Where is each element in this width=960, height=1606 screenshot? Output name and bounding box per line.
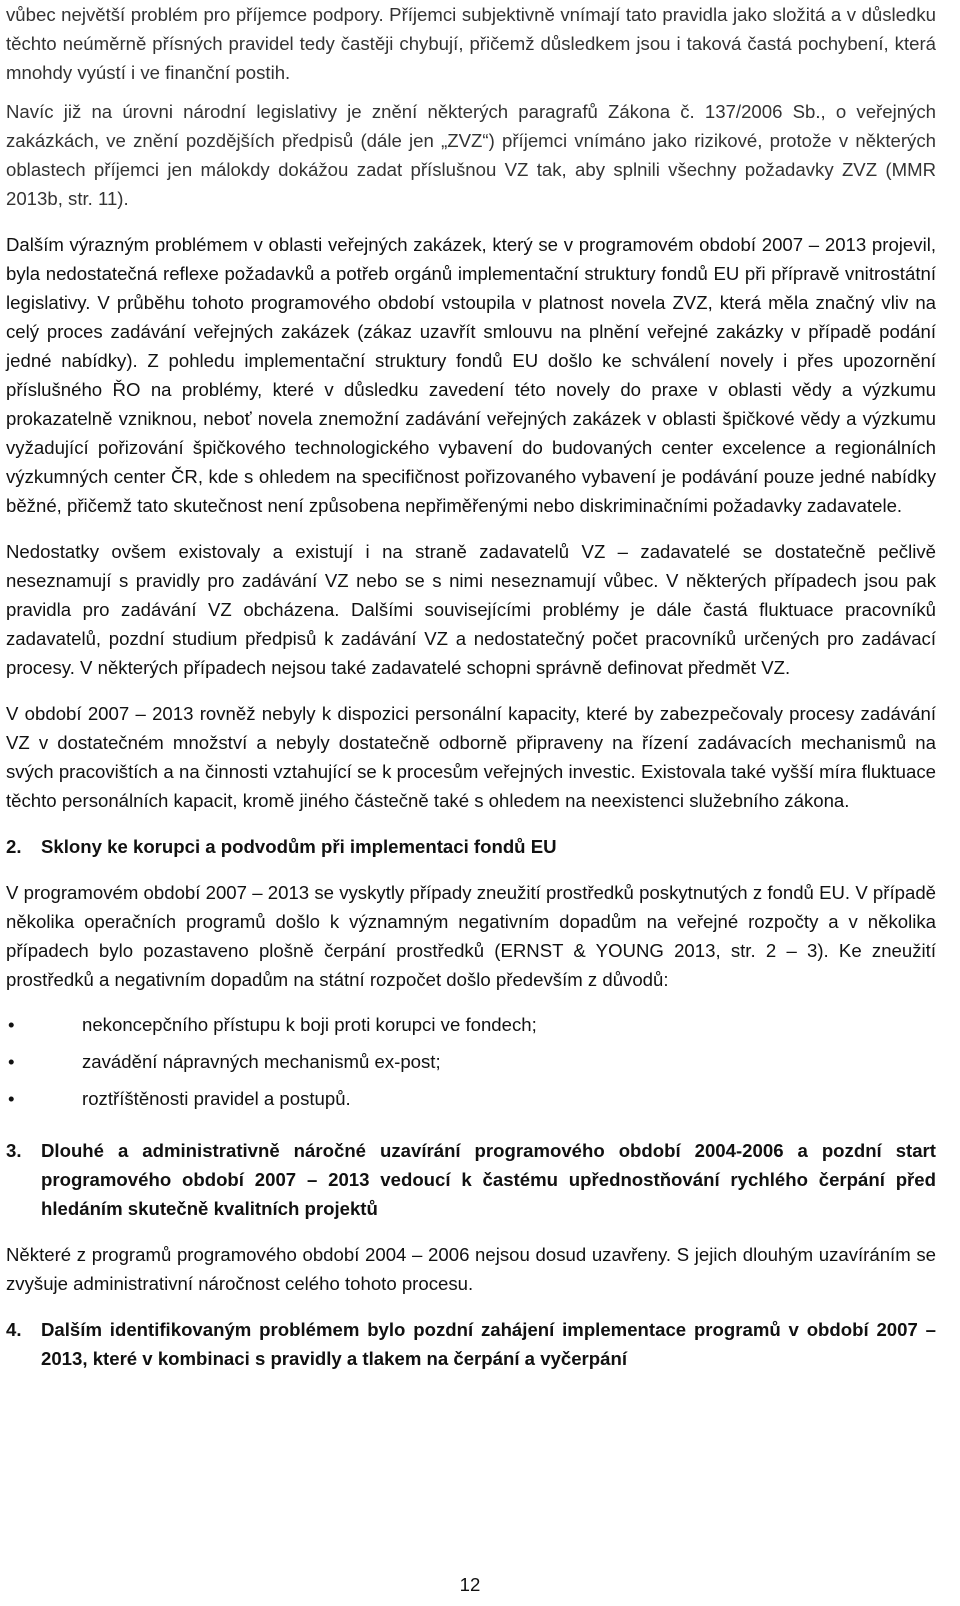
list-item-text: zavádění nápravných mechanismů ex-post; — [82, 1051, 441, 1072]
section-number: 3. — [6, 1140, 22, 1161]
list-item-text: roztříštěnosti pravidel a postupů. — [82, 1088, 351, 1109]
paragraph-programme-closure: Některé z programů programového období 2004 – 2006 nejsou dosud uzavřeny. S jejich dlouhým uzavíráním se zvyšuje administrativní náročnost celého tohoto procesu. — [6, 1244, 936, 1294]
section-title: Dalším identifikovaným problémem bylo pozdní zahájení implementace programů v období 2007 – 2013, které v kombinaci s pravidly a tlakem na čerpání a vyčerpání — [41, 1319, 936, 1369]
section-number: 4. — [6, 1319, 22, 1340]
section-heading-2 — [6, 832, 936, 861]
paragraph-public-procurement-problem: Dalším výrazným problémem v oblasti veřejných zakázek, který se v programovém období 2007 – 2013 projevil, byla nedostatečná reflexe požadavků a potřeb orgánů implementační struktury fondů EU při přípravě vnitrostátní legislativy. V průběhu tohoto programového období vstoupila v platnost novela ZVZ, která měla značný vliv na celý proces zadávání veřejných zakázek (zákaz uzavřít smlouvu na plnění veřejné zakázky v případě podání jedné nabídky). Z pohledu implementační struktury fondů EU došlo ke schválení novely i přes upozornění příslušného ŘO na problémy, které v důsledku zavedení této novely do praxe v oblasti vědy a výzkumu prokazatelně vzniknou, neboť novela znemožní zadávání veřejných zakázek v oblasti špičkové vědy a výzkumu vyžadující pořizování špičkového technologického vybavení do budovaných center excelence a regionálních výzkumných center ČR, kde s ohledem na specifičnost pořizovaného vybavení je podávání pouze jedné nabídky běžné, přičemž tato skutečnost není způsobena nepřiměřenými nebo diskriminačními požadavky zadavatele. — [6, 234, 936, 516]
list-item — [6, 1006, 936, 1043]
bullet-icon: • — [8, 1088, 15, 1109]
paragraph-recipients-perception: vůbec největší problém pro příjemce podpory. Příjemci subjektivně vnímají tato pravidla jako složitá a v důsledku těchto neúměrně přísných pravidel tedy častěji chybují, přičemž důsledkem jsou i taková častá pochybení, která mnohdy vyústí i ve finanční postih. — [6, 4, 936, 83]
section-title: Sklony ke korupci a podvodům při implementaci fondů EU — [41, 836, 557, 857]
list-item-text: nekoncepčního přístupu k boji proti korupci ve fondech; — [82, 1014, 537, 1035]
paragraph-contracting-authority-shortcomings: Nedostatky ovšem existovaly a existují i na straně zadavatelů VZ – zadavatelé se dostatečně pečlivě neseznamují s pravidly pro zadávání VZ nebo se s nimi neseznamují vůbec. V některých případech jsou pak pravidla pro zadávání VZ obcházena. Dalšími souvisejícími problémy je dále častá fluktuace pracovníků zadavatelů, pozdní studium předpisů k zadávání VZ a nedostatečný počet pracovníků určených pro zadávací procesy. V některých případech nejsou také zadavatelé schopni správně definovat předmět VZ. — [6, 541, 936, 678]
bullet-icon: • — [8, 1051, 15, 1072]
document-page — [6, 0, 936, 1373]
section-heading-3 — [6, 1136, 936, 1223]
section-number: 2. — [6, 836, 22, 857]
section-heading-4 — [6, 1315, 936, 1373]
bullet-icon: • — [8, 1014, 15, 1035]
list-item — [6, 1080, 936, 1117]
paragraph-misuse-of-funds: V programovém období 2007 – 2013 se vyskytly případy zneužití prostředků poskytnutých z fondů EU. V případě několika operačních programů došlo k významným negativním dopadům na veřejné rozpočty a v několika případech bylo pozastaveno plošně čerpání prostředků (ERNST & YOUNG 2013, str. 2 – 3). Ke zneužití prostředků a negativním dopadům na státní rozpočet došlo především z důvodů: — [6, 882, 936, 990]
section-title: Dlouhé a administrativně náročné uzavírání programového období 2004-2006 a pozdní start programového období 2007 – 2013 vedoucí k častému upřednostňování rychlého čerpání před hledáním skutečně kvalitních projektů — [41, 1140, 936, 1219]
reasons-list — [6, 1006, 936, 1117]
page-number: 12 — [459, 1574, 481, 1595]
paragraph-national-legislation: Navíc již na úrovni národní legislativy je znění některých paragrafů Zákona č. 137/2006 Sb., o veřejných zakázkách, ve znění pozdějších předpisů (dále jen „ZVZ“) příjemci vnímáno jako rizikové, protože v některých oblastech příjemci jen málokdy dokážou zadat příslušnou VZ tak, aby splnili všechny požadavky ZVZ (MMR 2013b, str. 11). — [6, 101, 936, 209]
paragraph-personnel-capacity: V období 2007 – 2013 rovněž nebyly k dispozici personální kapacity, které by zabezpečovaly procesy zadávání VZ v dostatečném množství a nebyly dostatečně odborně připraveny na řízení zadávacích mechanismů na svých pracovištích a na činnosti vztahující se k procesům veřejných investic. Existovala také vyšší míra fluktuace těchto personálních kapacit, kromě jiného částečně také s ohledem na neexistenci služebního zákona. — [6, 703, 936, 811]
list-item — [6, 1043, 936, 1080]
